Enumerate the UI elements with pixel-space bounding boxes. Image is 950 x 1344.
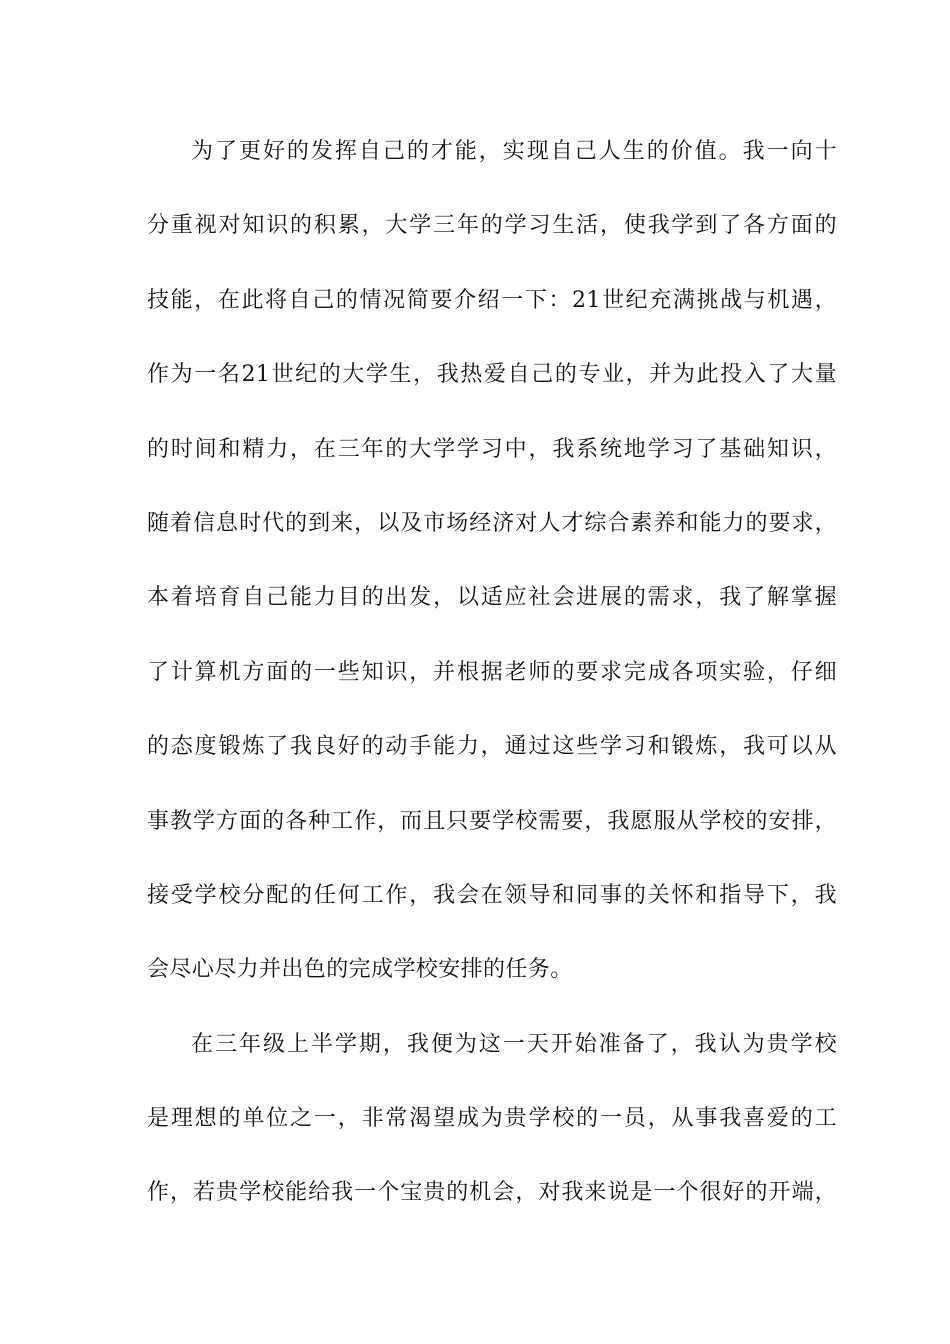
paragraph-1-line-7: 本着培育自己能力目的出发，以适应社会进展的需求，我了解掌握 xyxy=(147,585,837,611)
paragraph-1-line-12: 会尽心尽力并出色的完成学校安排的任务。 xyxy=(147,957,573,983)
paragraph-1-line-9: 的态度锻炼了我良好的动手能力，通过这些学习和锻炼，我可以从 xyxy=(147,734,837,760)
paragraph-2-line-2: 是理想的单位之一，非常渴望成为贵学校的一员，从事我喜爱的工 xyxy=(147,1106,837,1132)
paragraph-2-line-1: 在三年级上半学期，我便为这一天开始准备了，我认为贵学校 xyxy=(191,1031,837,1057)
paragraph-1-line-6: 随着信息时代的到来，以及市场经济对人才综合素养和能力的要求， xyxy=(147,510,837,536)
paragraph-1-line-5: 的时间和精力，在三年的大学学习中，我系统地学习了基础知识， xyxy=(147,436,837,462)
paragraph-1-line-11: 接受学校分配的任何工作，我会在领导和同事的关怀和指导下，我 xyxy=(147,882,837,908)
body-text xyxy=(147,133,837,1249)
paragraph-1-line-3: 技能，在此将自己的情况简要介绍一下：21世纪充满挑战与机遇， xyxy=(147,287,837,313)
paragraph-1-line-4: 作为一名21世纪的大学生，我热爱自己的专业，并为此投入了大量 xyxy=(147,362,837,388)
paragraph-1-line-8: 了计算机方面的一些知识，并根据老师的要求完成各项实验，仔细 xyxy=(147,659,837,685)
paragraph-1-line-2: 分重视对知识的积累，大学三年的学习生活，使我学到了各方面的 xyxy=(147,213,837,239)
paragraph-1-line-10: 事教学方面的各种工作，而且只要学校需要，我愿服从学校的安排， xyxy=(147,808,837,834)
paragraph-1-line-1: 为了更好的发挥自己的才能，实现自己人生的价值。我一向十 xyxy=(191,139,837,164)
paragraph-2-line-3: 作，若贵学校能给我一个宝贵的机会，对我来说是一个很好的开端， xyxy=(147,1180,837,1206)
